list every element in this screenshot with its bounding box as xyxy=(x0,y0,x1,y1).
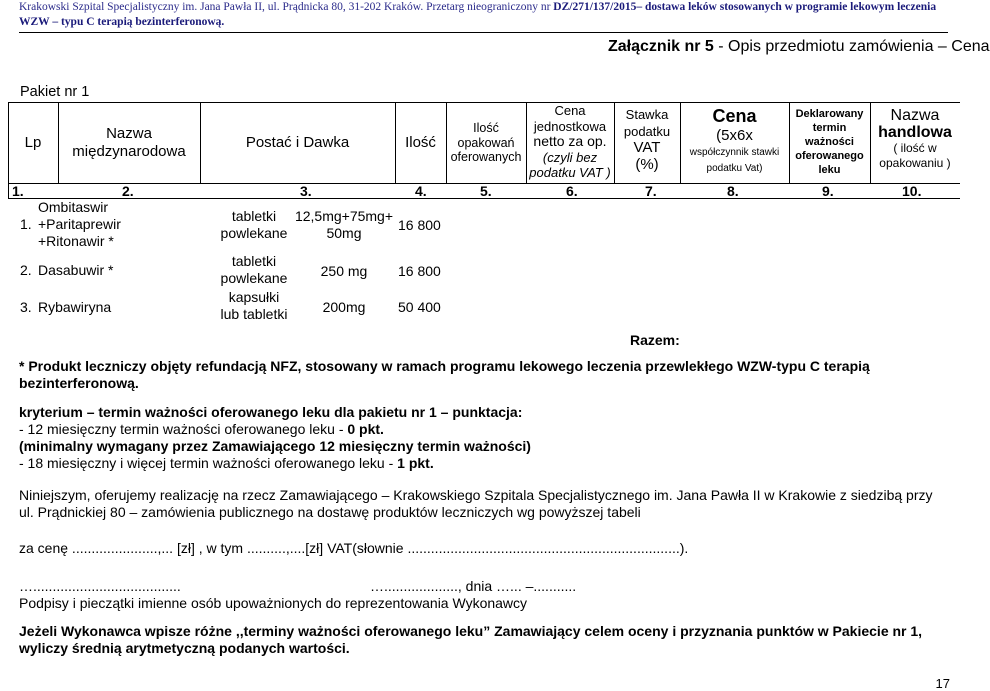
page-number: 17 xyxy=(935,676,950,691)
header-packages-offered xyxy=(446,121,526,165)
header-text: Nazwa xyxy=(106,125,152,142)
criterion-item-18 xyxy=(19,455,949,472)
row-international-name xyxy=(38,199,198,250)
header-text: jednostkowa xyxy=(533,118,607,134)
criterion-item-12 xyxy=(19,421,949,438)
header-trade-name xyxy=(870,107,960,171)
row-lp: 2. xyxy=(20,262,32,278)
row-dose: 250 mg xyxy=(320,263,368,279)
header-text: opakowaniu ) xyxy=(879,156,951,170)
header-text: opakowań xyxy=(457,135,515,150)
header-rule xyxy=(19,32,948,33)
header-form-dose: Postać i Dawka xyxy=(245,134,350,151)
row-lp: 3. xyxy=(20,299,32,315)
signatures-caption: Podpisy i pieczątki imienne osób upoważnionych do reprezentowania Wykonawcy xyxy=(19,595,528,611)
row-dose: 200mg xyxy=(322,299,366,315)
header-international-name xyxy=(58,125,200,161)
header-text: termin xyxy=(812,122,847,134)
column-number: 2. xyxy=(122,183,134,199)
annex-title xyxy=(608,38,990,56)
column-number: 8. xyxy=(727,183,739,199)
row-lp: 1. xyxy=(20,216,32,232)
document-header xyxy=(19,0,949,30)
annex-title-rest: - Opis przedmiotu zamówienia – Cena xyxy=(713,38,990,55)
row-text: lub tabletki xyxy=(220,306,288,322)
offer-statement: Niniejszym, oferujemy realizację na rzecz Zamawiającego – Krakowskiego Szpitala Specjalistycznego im. Jana Pawła II w Krakowie z siedzibą przy ul. Prądnickiej 80 – zamówienia publicznego na dostawę produktów leczniczych wg powyższej tabeli xyxy=(19,487,933,520)
header-text: ( ilość w xyxy=(893,141,937,155)
criterion-text: - 18 miesięczny i więcej termin ważności oferowanego leku - xyxy=(19,455,398,471)
header-text: VAT xyxy=(633,139,661,156)
row-international-name: Dasabuwir * xyxy=(38,262,114,278)
column-number: 10. xyxy=(902,183,922,199)
row-international-name: Rybawiryna xyxy=(38,299,112,315)
criterion-text: - 12 miesięczny termin ważności oferowanego leku - xyxy=(19,421,348,437)
criterion-points: 1 pkt. xyxy=(397,455,434,471)
column-number: 4. xyxy=(415,183,427,199)
package-title: Pakiet nr 1 xyxy=(20,84,90,100)
header-text: netto za op. xyxy=(533,133,607,149)
row-quantity: 16 800 xyxy=(398,263,441,279)
header-unit-price xyxy=(526,103,614,181)
header-text: międzynarodowa xyxy=(72,143,186,160)
header-text: handlowa xyxy=(878,124,952,141)
row-form xyxy=(214,208,294,242)
header-text: leku xyxy=(818,164,841,176)
header-text: podatku xyxy=(623,123,671,139)
header-expiry-date xyxy=(789,107,870,177)
header-vat-rate xyxy=(614,107,680,173)
header-text: (5x6x xyxy=(716,127,753,144)
row-quantity: 16 800 xyxy=(398,217,441,233)
criterion-minimum: (minimalny wymagany przez Zamawiającego 12 miesięczny termin ważności) xyxy=(19,438,531,454)
header-quantity: Ilość xyxy=(405,134,436,151)
column-number: 6. xyxy=(566,183,578,199)
row-form xyxy=(214,289,294,323)
header-price xyxy=(680,106,789,178)
refund-note: * Produkt leczniczy objęty refundacją NFZ, stosowany w ramach programu lekowego leczenia przewlekłego WZW-typu C terapią bezinterferonową. xyxy=(19,358,870,391)
header-text: oferowanego xyxy=(795,150,864,162)
header-text: ważności xyxy=(805,136,854,148)
row-text: powlekane xyxy=(220,270,288,286)
total-label: Razem: xyxy=(630,332,680,348)
column-number: 9. xyxy=(822,183,834,199)
header-text: (czyli bez xyxy=(542,149,598,165)
column-number: 7. xyxy=(645,183,657,199)
header-lp: Lp xyxy=(24,134,42,151)
header-text: Ilość xyxy=(473,121,499,135)
header-text: współczynnik stawki xyxy=(689,147,780,158)
row-text: 50mg xyxy=(326,225,362,241)
date-dots: …..................., dnia …... –........... xyxy=(370,578,577,594)
price-line: za cenę ......................,... [zł] , w tym ..........,....[zł] VAT(słownie ......................................................................). xyxy=(19,540,689,556)
header-text: Cena xyxy=(554,103,586,118)
column-number: 3. xyxy=(300,183,312,199)
average-note: Jeżeli Wykonawca wpisze różne ,,terminy ważności oferowanego leku” Zamawiający celem oceny i przyznania punktów w Pakiecie nr 1, wyliczy średnią arytmetyczną podanych wartości. xyxy=(19,623,923,656)
header-text: podatku VAT ) xyxy=(529,165,611,180)
row-form xyxy=(214,253,294,287)
header-text: Krakowski Szpital Specjalistyczny im. Jana Pawła II, ul. Prądnicka 80, 31-202 Kraków. Przetarg nieograniczony nr xyxy=(19,1,554,13)
criterion-points: 0 pkt. xyxy=(347,421,384,437)
row-text: powlekane xyxy=(220,225,288,241)
header-text: podatku Vat) xyxy=(706,163,763,174)
row-text: Ombitaswir xyxy=(38,199,109,215)
header-bold-text: DZ/271/137/2015– dostawa leków stosowanych w programie lekowym leczenia WZW – typu C terapią bezinterferonową. xyxy=(19,1,937,28)
header-text: Nazwa xyxy=(890,107,940,124)
table-top-line xyxy=(8,102,960,103)
row-text: tabletki xyxy=(231,208,277,224)
header-text: Stawka xyxy=(625,107,669,122)
annex-title-bold: Załącznik nr 5 xyxy=(608,38,714,55)
row-text: +Ritonawir * xyxy=(38,233,114,249)
row-text: +Paritaprewir xyxy=(38,216,121,232)
column-number: 5. xyxy=(480,183,492,199)
row-text: kapsułki xyxy=(228,289,280,305)
row-dose xyxy=(294,208,394,242)
row-text: 12,5mg+75mg+ xyxy=(294,208,394,224)
header-text: oferowanych xyxy=(450,150,522,164)
header-text: (%) xyxy=(635,155,659,173)
header-text: Cena xyxy=(712,106,757,126)
row-text: tabletki xyxy=(231,253,277,269)
signature-dots: …...................................... xyxy=(19,578,181,594)
header-text: Deklarowany xyxy=(795,108,864,120)
row-quantity: 50 400 xyxy=(398,299,441,315)
column-number: 1. xyxy=(12,183,24,199)
criterion-title: kryterium – termin ważności oferowanego leku dla pakietu nr 1 – punktacja: xyxy=(19,404,523,420)
